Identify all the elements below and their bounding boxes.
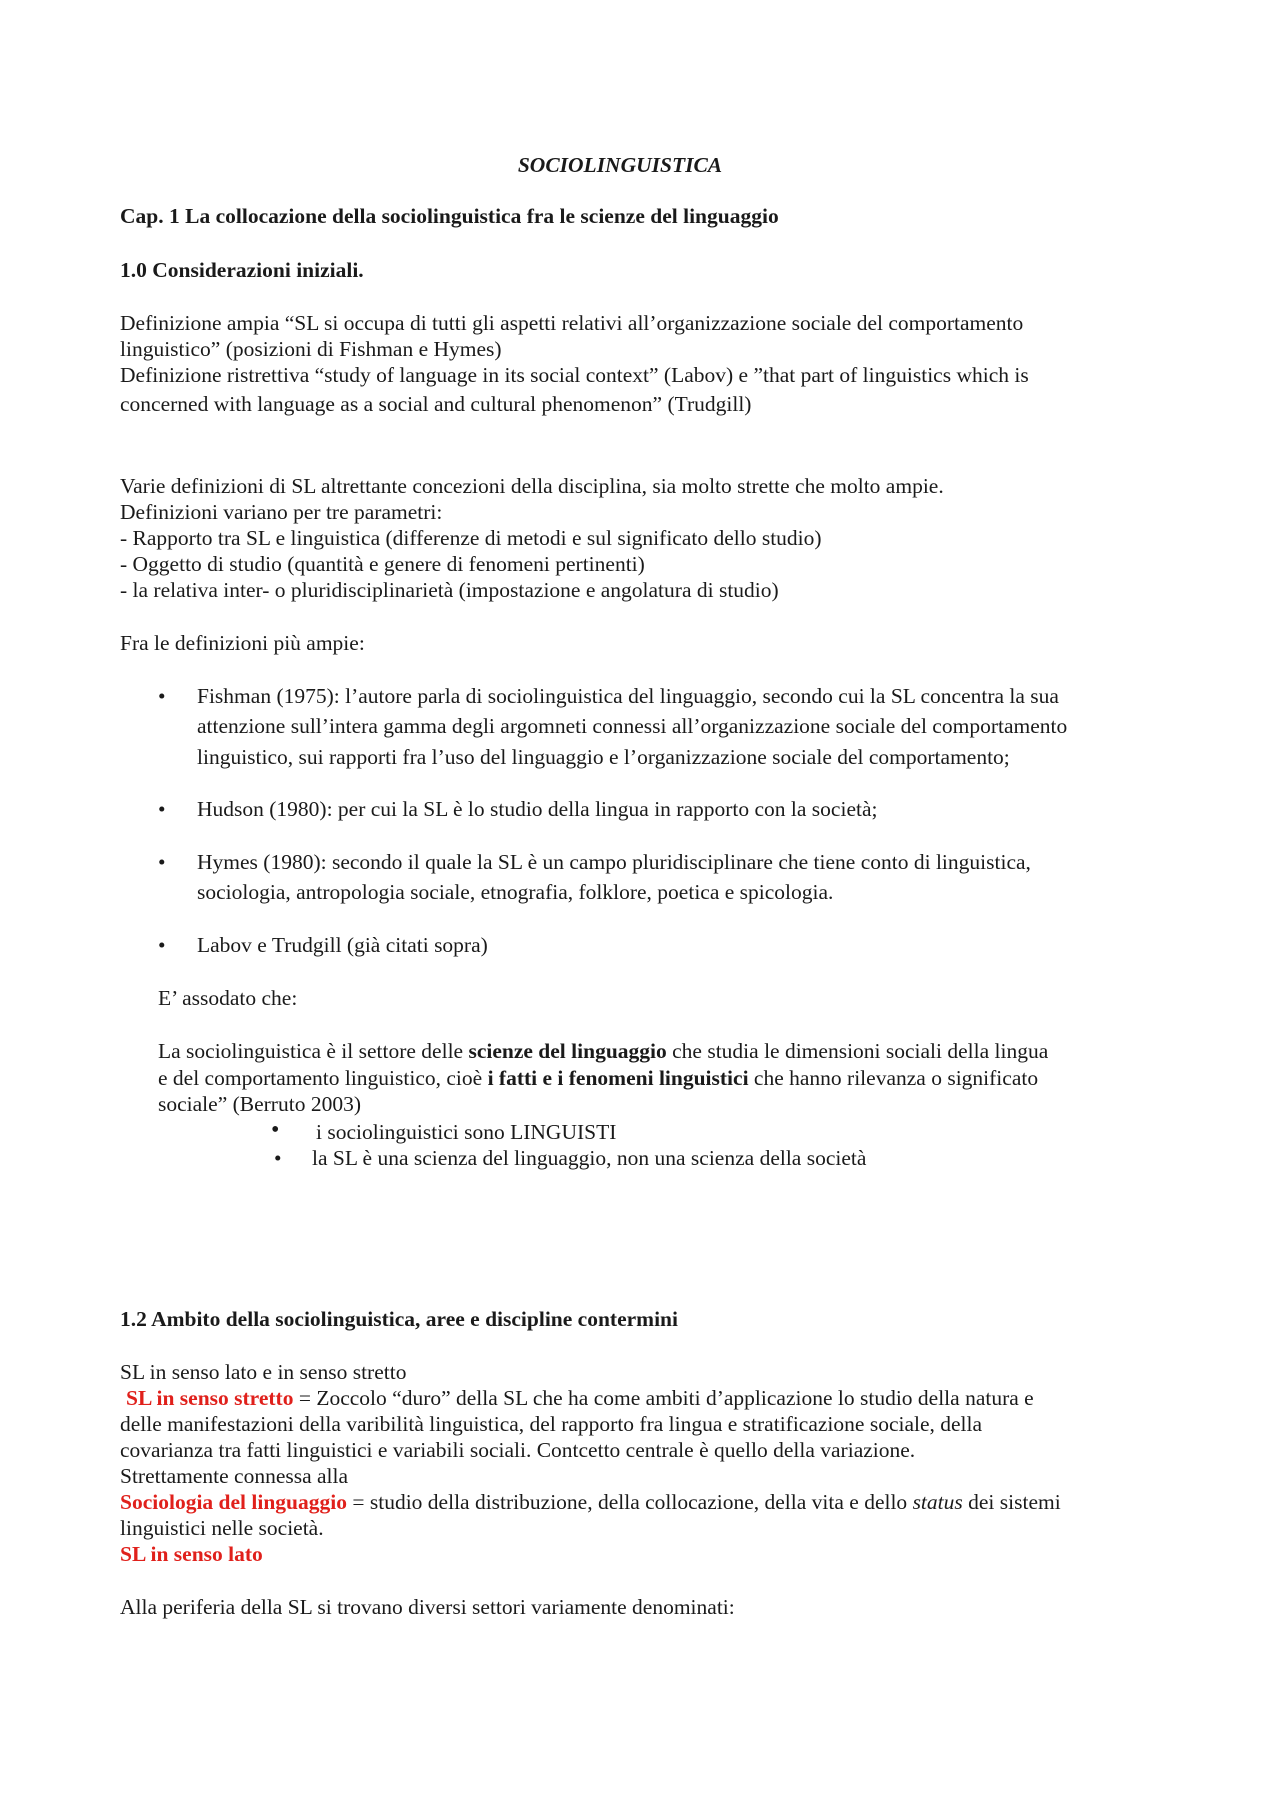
chapter-heading: Cap. 1 La collocazione della sociolinguistica fra le scienze del linguaggio: [120, 204, 779, 228]
berruto-definition-line-1: La sociolinguistica è il settore delle scienze del linguaggio che studia le dimensioni sociali della lingua: [158, 1039, 1049, 1063]
broad-sense-label: SL in senso lato: [120, 1542, 263, 1566]
berruto-definition-line-2: e del comportamento linguistico, cioè i fatti e i fenomeni linguistici che hanno rilevanza o significato: [158, 1066, 1039, 1090]
definition-narrow-line-2: concerned with language as a social and cultural phenomenon” (Trudgill): [120, 392, 752, 416]
bullet-fishman-line-3: linguistico, sui rapporti fra l’uso del linguaggio e l’organizzazione sociale del comportamento;: [197, 745, 1010, 769]
bullet-fishman-line-2: attenzione sull’intera gamma degli argomneti connessi all’organizzazione sociale del comportamento: [197, 714, 1068, 738]
various-definitions: Varie definizioni di SL altrettante concezioni della disciplina, sia molto strette che molto ampie.: [120, 474, 944, 498]
narrow-sense-line-1: SL in senso stretto = Zoccolo “duro” della SL che ha come ambiti d’applicazione lo studio della natura e: [126, 1386, 1034, 1410]
narrow-sense-line-2: delle manifestazioni della varibilità linguistica, del rapporto fra lingua e stratificazione sociale, della: [120, 1412, 983, 1436]
bullet-icon: •: [158, 797, 166, 821]
established-intro: E’ assodato che:: [158, 986, 298, 1010]
bullet-icon: •: [271, 1117, 280, 1143]
sub-bullet-linguists: i sociolinguistici sono LINGUISTI: [316, 1120, 617, 1144]
broad-narrow-intro: SL in senso lato e in senso stretto: [120, 1360, 407, 1384]
definition-narrow-line-1: Definizione ristrettiva “study of language in its social context” (Labov) e ”that part of linguistics which is: [120, 363, 1029, 387]
parameter-item: - Oggetto di studio (quantità e genere di fenomeni pertinenti): [120, 552, 645, 576]
bullet-icon: •: [158, 684, 166, 708]
bullet-hymes-line-2: sociologia, antropologia sociale, etnografia, folklore, poetica e spicologia.: [197, 880, 834, 904]
bullet-fishman-line-1: Fishman (1975): l’autore parla di sociolinguistica del linguaggio, secondo cui la SL concentra la sua: [197, 684, 1059, 708]
section-heading-1-2: 1.2 Ambito della sociolinguistica, aree e discipline contermini: [120, 1307, 678, 1331]
definition-broad-line-1: Definizione ampia “SL si occupa di tutti gli aspetti relativi all’organizzazione sociale del comportamento: [120, 311, 1024, 335]
parameters-intro: Definizioni variano per tre parametri:: [120, 500, 443, 524]
bullet-hymes-line-1: Hymes (1980): secondo il quale la SL è un campo pluridisciplinare che tiene conto di linguistica,: [197, 850, 1031, 874]
bullet-icon: •: [158, 850, 166, 874]
broad-definitions-intro: Fra le definizioni più ampie:: [120, 631, 365, 655]
berruto-definition-line-3: sociale” (Berruto 2003): [158, 1092, 361, 1116]
narrow-sense-line-3: covarianza tra fatti linguistici e variabili sociali. Contcetto centrale è quello della variazione.: [120, 1438, 916, 1462]
section-heading-1-0: 1.0 Considerazioni iniziali.: [120, 258, 364, 282]
parameter-item: - la relativa inter- o pluridisciplinarietà (impostazione e angolatura di studio): [120, 578, 779, 602]
document-title: SOCIOLINGUISTICA: [517, 153, 723, 177]
bullet-labov: Labov e Trudgill (già citati sopra): [197, 933, 488, 957]
periphery-line: Alla periferia della SL si trovano diversi settori variamente denominati:: [120, 1595, 735, 1619]
sociology-line-1: Sociologia del linguaggio = studio della distribuzione, della collocazione, della vita e dello status dei sistemi: [120, 1490, 1061, 1514]
sub-bullet-science: la SL è una scienza del linguaggio, non una scienza della società: [312, 1146, 867, 1170]
bullet-icon: •: [158, 933, 166, 957]
closely-connected: Strettamente connessa alla: [120, 1464, 349, 1488]
parameter-item: - Rapporto tra SL e linguistica (differenze di metodi e sul significato dello studio): [120, 526, 822, 550]
definition-broad-line-2: linguistico” (posizioni di Fishman e Hymes): [120, 337, 502, 361]
bullet-hudson: Hudson (1980): per cui la SL è lo studio della lingua in rapporto con la società;: [197, 797, 878, 821]
sociology-line-2: linguistici nelle società.: [120, 1516, 324, 1540]
bullet-icon: •: [274, 1146, 282, 1170]
